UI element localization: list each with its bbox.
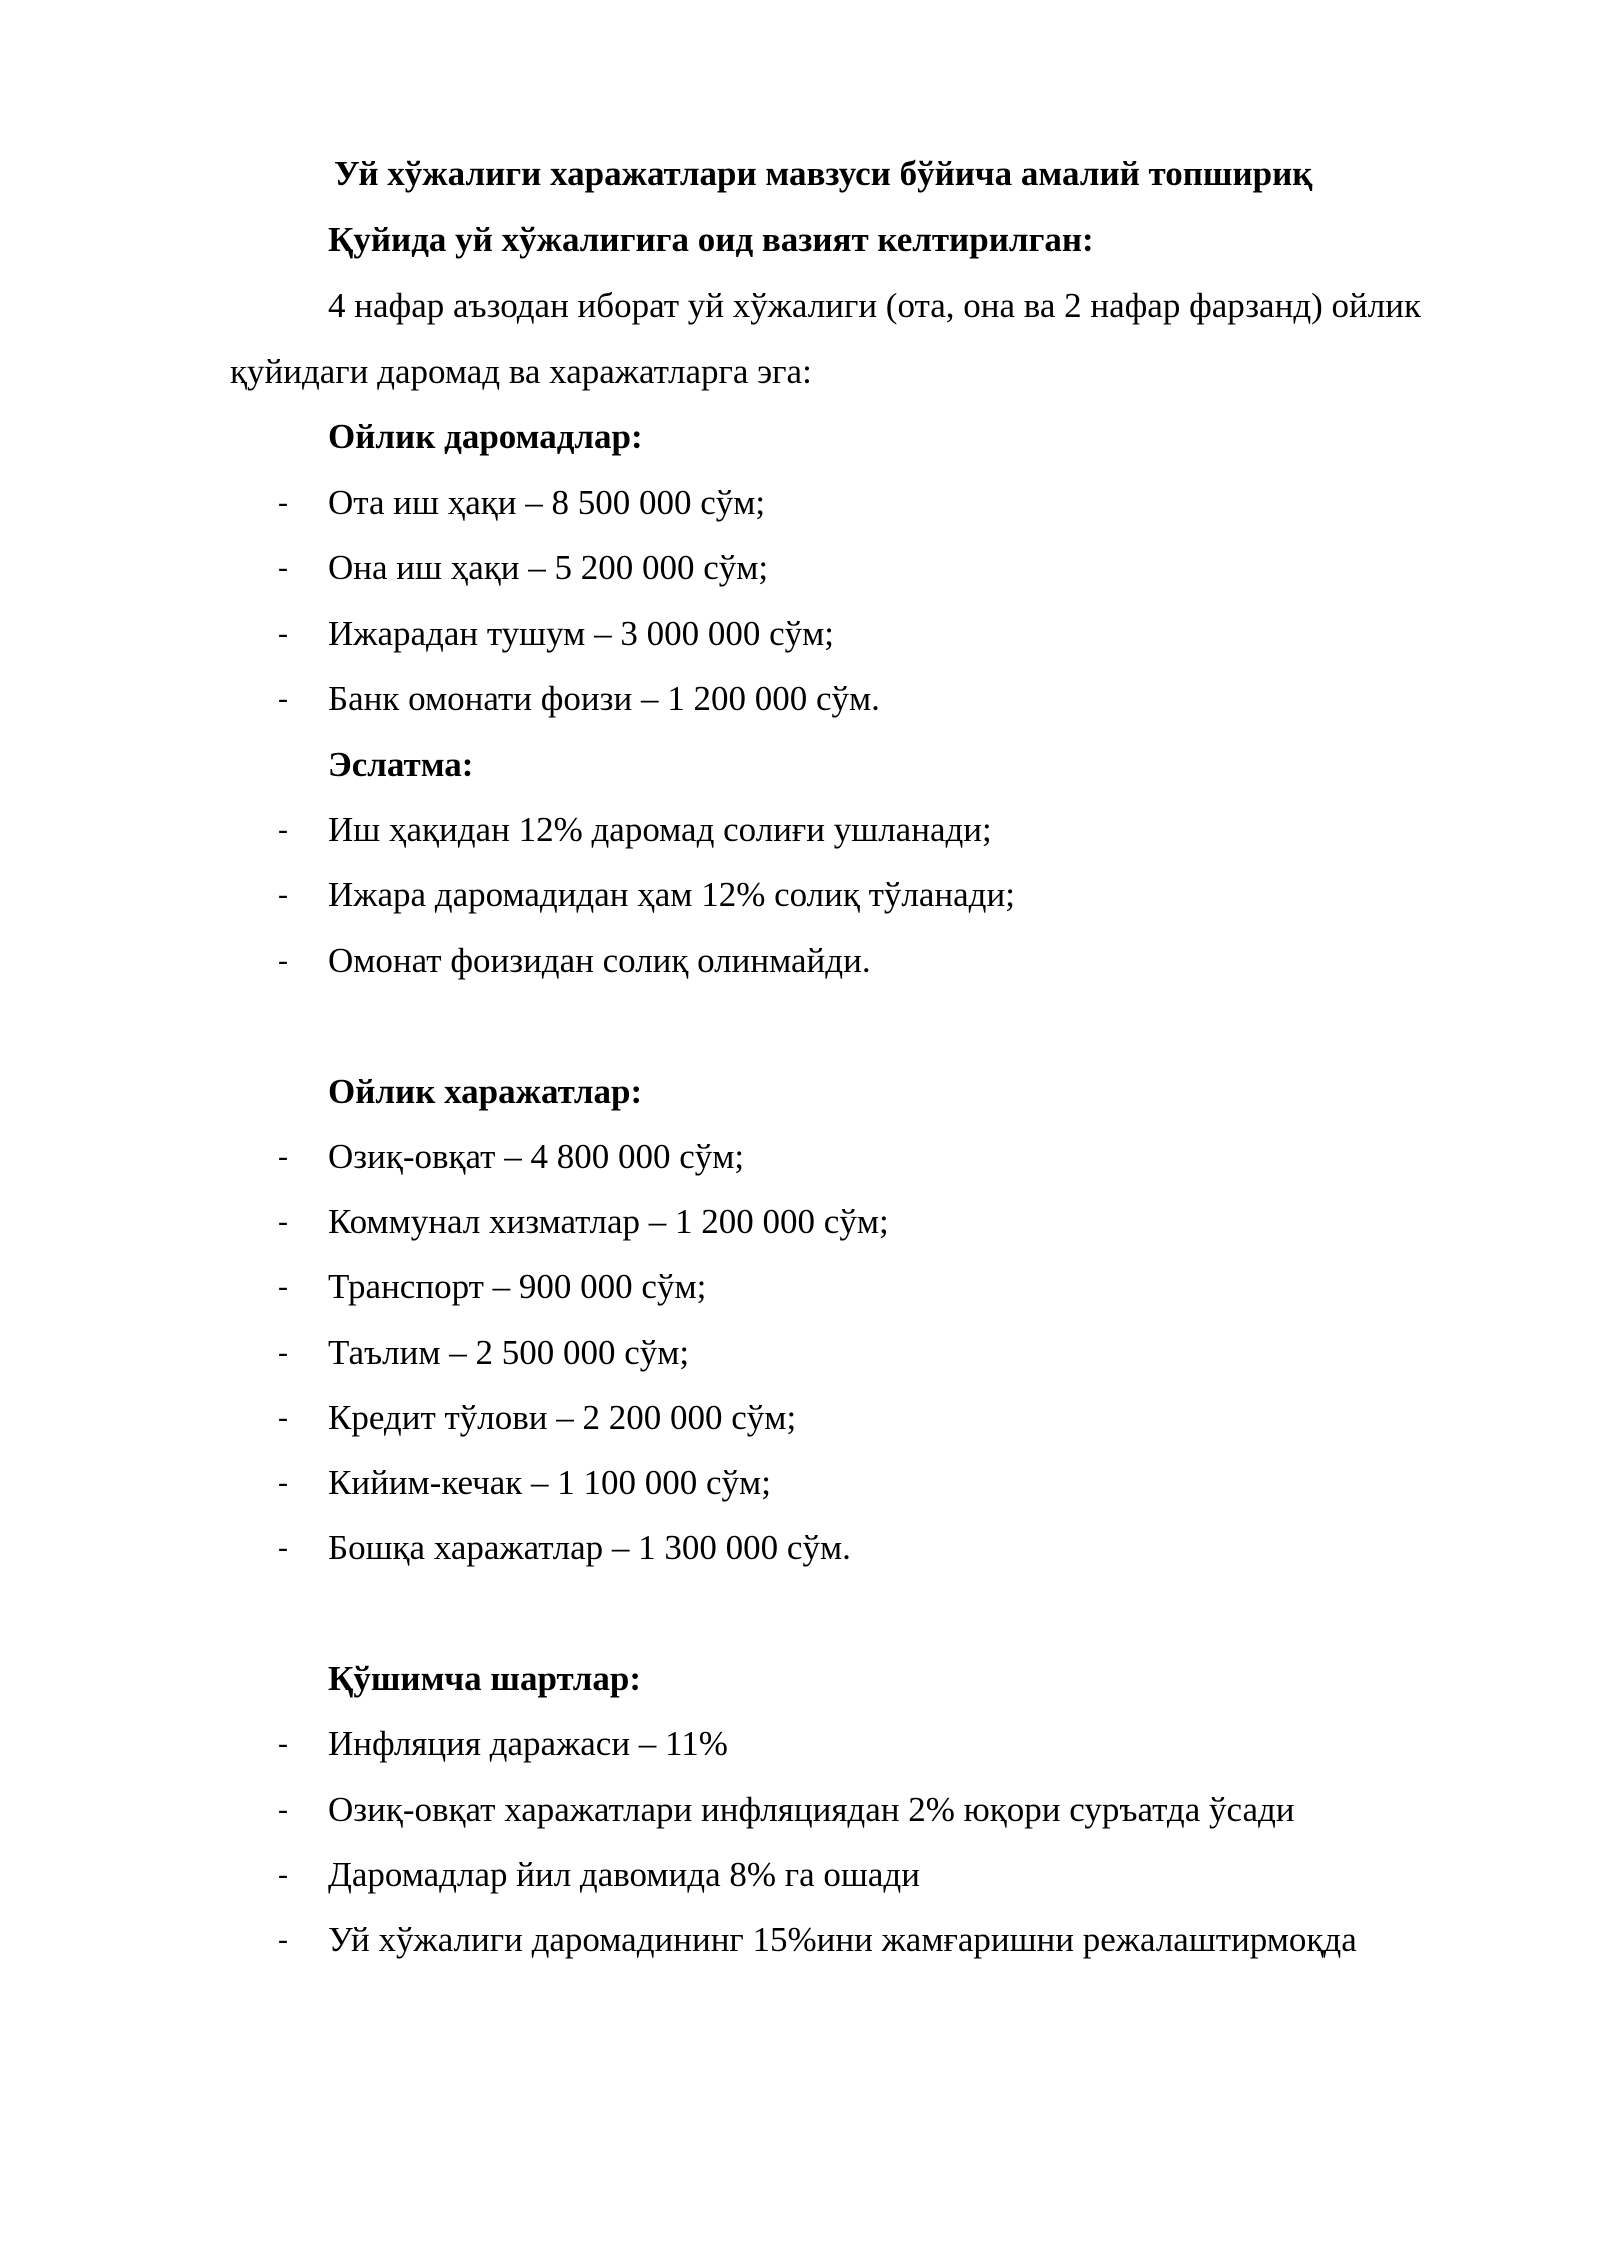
intro-paragraph-line-1: 4 нафар аъзодан иборат уй хўжалиги (ота, она ва 2 нафар фарзанд) ойлик — [328, 286, 1421, 325]
bullet-dash: - — [278, 1466, 288, 1499]
bullet-dash: - — [278, 878, 288, 911]
list-item-text: Транспорт – 900 000 сўм; — [328, 1267, 707, 1306]
note-heading: Эслатма: — [328, 745, 474, 784]
conditions-heading: Қўшимча шартлар: — [328, 1659, 642, 1698]
list-item-text: Омонат фоизидан солиқ олинмайди. — [328, 941, 871, 980]
list-item-text: Озиқ-овқат – 4 800 000 сўм; — [328, 1137, 745, 1176]
list-item-text: Она иш ҳақи – 5 200 000 сўм; — [328, 548, 769, 587]
bullet-dash: - — [278, 1531, 288, 1564]
list-item-text: Даромадлар йил давомида 8% га ошади — [328, 1855, 920, 1894]
list-item-text: Бошқа харажатлар – 1 300 000 сўм. — [328, 1528, 851, 1567]
bullet-dash: - — [278, 1923, 288, 1956]
bullet-dash: - — [278, 813, 288, 846]
bullet-dash: - — [278, 944, 288, 977]
bullet-dash: - — [278, 1336, 288, 1369]
bullet-dash: - — [278, 1727, 288, 1760]
document-title: Уй хўжалиги харажатлари мавзуси бўйича амалий топшириқ — [334, 154, 1313, 193]
bullet-dash: - — [278, 1793, 288, 1826]
list-item-text: Таълим – 2 500 000 сўм; — [328, 1333, 690, 1372]
bullet-dash: - — [278, 1270, 288, 1303]
list-item-text: Иш ҳақидан 12% даромад солиғи ушланади; — [328, 810, 992, 849]
bullet-dash: - — [278, 1205, 288, 1238]
list-item-text: Ижара даромадидан ҳам 12% солиқ тўланади; — [328, 875, 1015, 914]
list-item-text: Инфляция даражаси – 11% — [328, 1724, 728, 1763]
list-item-text: Ота иш ҳақи – 8 500 000 сўм; — [328, 483, 766, 522]
list-item-text: Уй хўжалиги даромадининг 15%ини жамғаришни режалаштирмоқда — [328, 1920, 1357, 1959]
bullet-dash: - — [278, 1401, 288, 1434]
list-item-text: Озиқ-овқат харажатлари инфляциядан 2% юқори суръатда ўсади — [328, 1790, 1295, 1829]
bullet-dash: - — [278, 1858, 288, 1891]
intro-paragraph-line-2: қуйидаги даромад ва харажатларга эга: — [230, 352, 812, 391]
bullet-dash: - — [278, 617, 288, 650]
bullet-dash: - — [278, 682, 288, 715]
list-item-text: Ижарадан тушум – 3 000 000 сўм; — [328, 614, 834, 653]
list-item-text: Коммунал хизматлар – 1 200 000 сўм; — [328, 1202, 889, 1241]
list-item-text: Кредит тўлови – 2 200 000 сўм; — [328, 1398, 797, 1437]
list-item-text: Банк омонати фоизи – 1 200 000 сўм. — [328, 679, 880, 718]
expenses-heading: Ойлик харажатлар: — [328, 1072, 643, 1111]
intro-heading: Қуйида уй хўжалигига оид вазият келтирилган: — [328, 220, 1094, 259]
bullet-dash: - — [278, 551, 288, 584]
bullet-dash: - — [278, 1140, 288, 1173]
bullet-dash: - — [278, 486, 288, 519]
list-item-text: Кийим-кечак – 1 100 000 сўм; — [328, 1463, 771, 1502]
income-heading: Ойлик даромадлар: — [328, 417, 643, 456]
